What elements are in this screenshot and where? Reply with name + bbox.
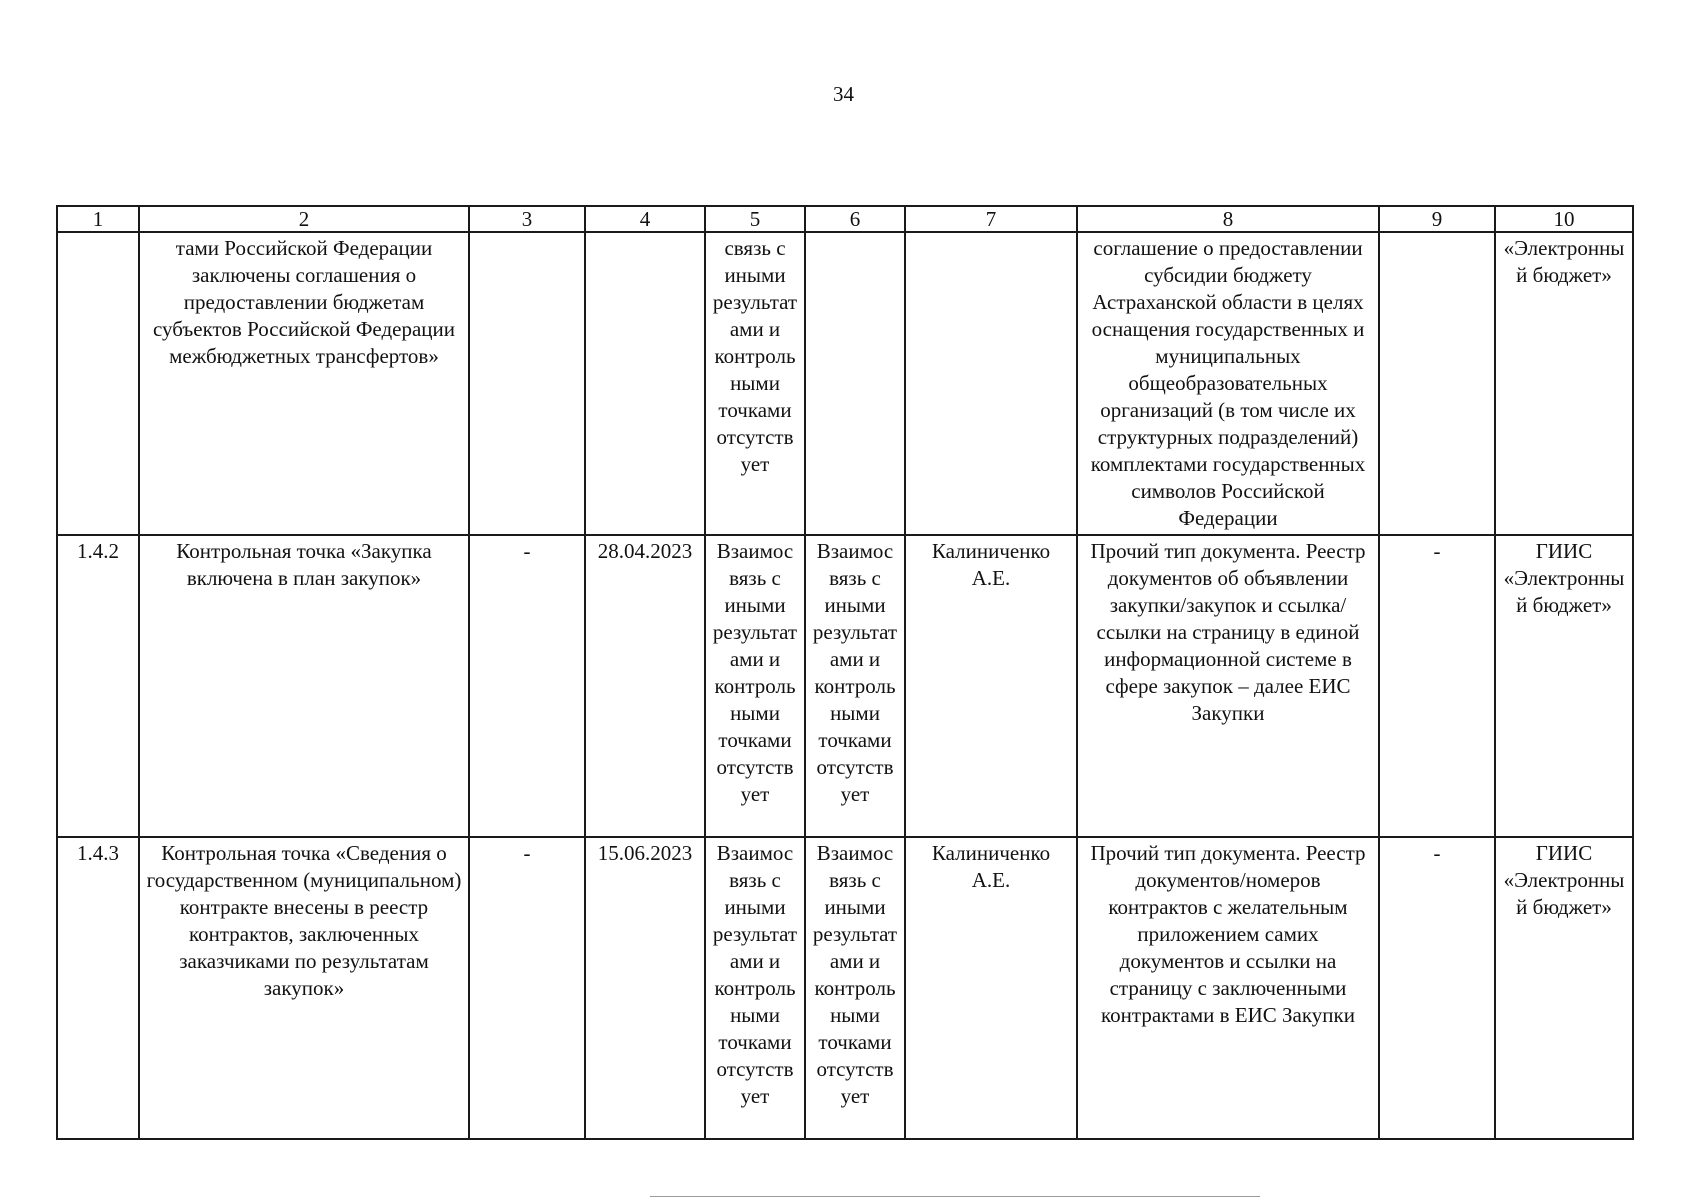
cell-number [57,232,139,535]
cell-document: Прочий тип документа. Реестр документов/номеров контрактов с желательным приложением самих документов и ссылки на страницу с заключенными контрактами в ЕИС Закупки [1077,837,1379,1139]
cell-name: Контрольная точка «Сведения о государственном (муниципальном) контракте внесены в реестр контрактов, заключенных заказчиками по результатам закупок» [139,837,469,1139]
cell-col6 [805,232,905,535]
cell-responsible [905,232,1077,535]
cell-col3 [469,232,585,535]
cell-date [585,232,705,535]
cell-col5: связь с иными результатами и контрольными точками отсутствует [705,232,805,535]
bottom-divider [650,1196,1260,1197]
table-row [57,535,1633,837]
page-number: 34 [833,82,854,106]
table-row [57,232,1633,535]
cell-col3: - [469,535,585,837]
header-col-8: 8 [1077,206,1379,232]
cell-system: ГИИС «Электронный бюджет» [1495,837,1633,1139]
header-col-10: 10 [1495,206,1633,232]
header-col-1: 1 [57,206,139,232]
cell-number: 1.4.2 [57,535,139,837]
header-col-4: 4 [585,206,705,232]
header-col-2: 2 [139,206,469,232]
cell-system: ГИИС «Электронный бюджет» [1495,535,1633,837]
cell-col9 [1379,232,1495,535]
header-col-7: 7 [905,206,1077,232]
cell-col6: Взаимосвязь с иными результатами и контрольными точками отсутствует [805,837,905,1139]
cell-col6: Взаимосвязь с иными результатами и контрольными точками отсутствует [805,535,905,837]
cell-col9: - [1379,535,1495,837]
cell-name: Контрольная точка «Закупка включена в план закупок» [139,535,469,837]
table-row [57,837,1633,1139]
cell-document: Прочий тип документа. Реестр документов об объявлении закупки/закупок и ссылка/ссылки на страницу в единой информационной системе в сфере закупок – далее ЕИС Закупки [1077,535,1379,837]
header-row [57,206,1633,232]
header-col-9: 9 [1379,206,1495,232]
cell-date: 15.06.2023 [585,837,705,1139]
cell-number: 1.4.3 [57,837,139,1139]
plan-table [56,205,1634,1140]
cell-system: «Электронный бюджет» [1495,232,1633,535]
cell-responsible: Калиниченко А.Е. [905,535,1077,837]
cell-col9: - [1379,837,1495,1139]
cell-date: 28.04.2023 [585,535,705,837]
cell-col3: - [469,837,585,1139]
cell-col5: Взаимосвязь с иными результатами и контрольными точками отсутствует [705,837,805,1139]
header-col-6: 6 [805,206,905,232]
header-col-3: 3 [469,206,585,232]
cell-name: тами Российской Федерации заключены соглашения о предоставлении бюджетам субъектов Российской Федерации межбюджетных трансфертов» [139,232,469,535]
cell-responsible: Калиниченко А.Е. [905,837,1077,1139]
cell-col5: Взаимосвязь с иными результатами и контрольными точками отсутствует [705,535,805,837]
header-col-5: 5 [705,206,805,232]
cell-document: соглашение о предоставлении субсидии бюджету Астраханской области в целях оснащения государственных и муниципальных общеобразовательных организаций (в том числе их структурных подразделений) комплектами государственных символов Российской Федерации [1077,232,1379,535]
